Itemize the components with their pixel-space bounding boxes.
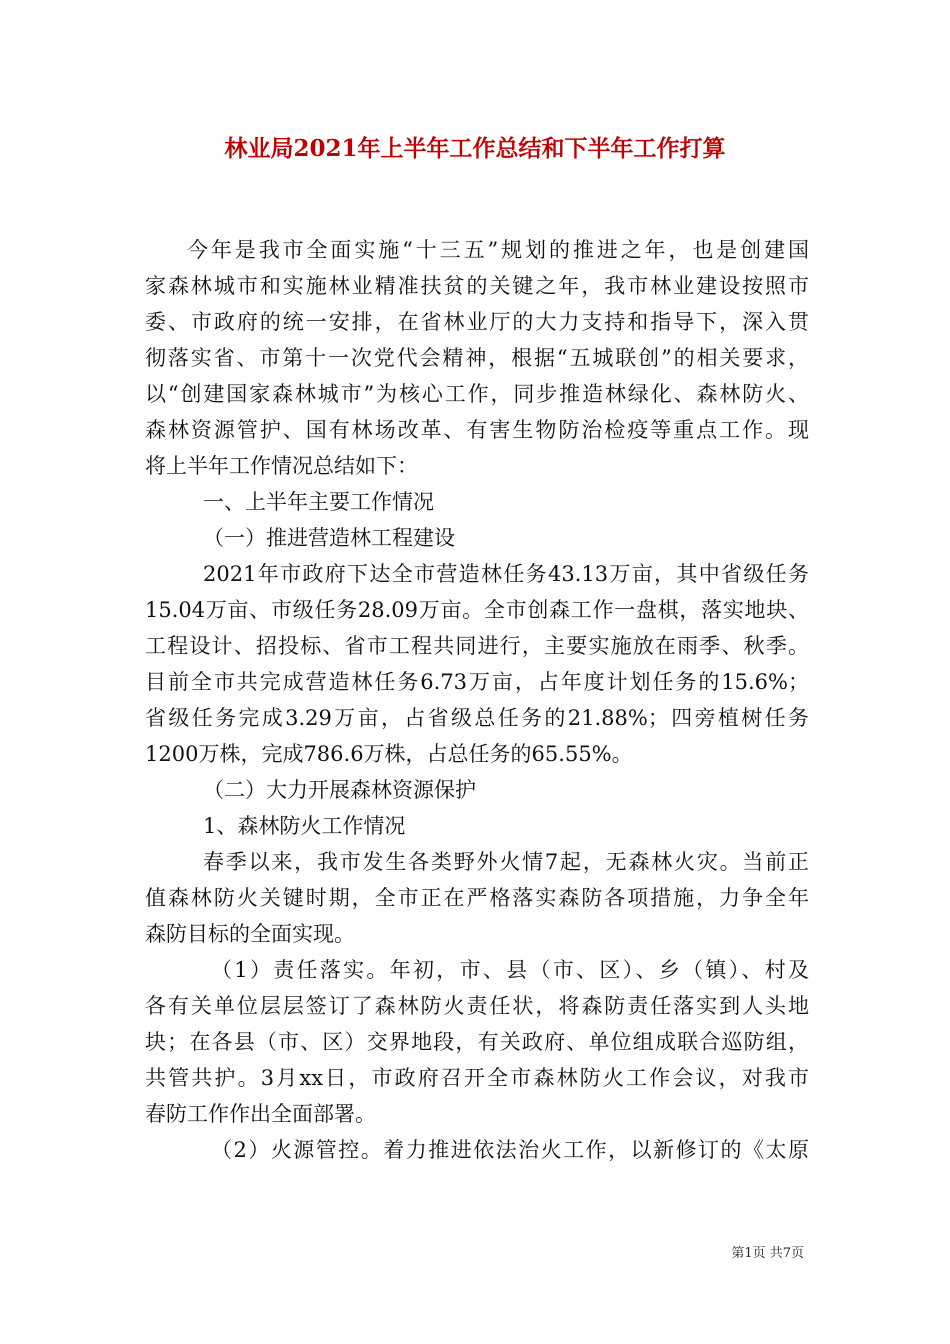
- body-line: （2）火源管控。着力推进依法治火工作，以新修订的《太原: [211, 1138, 809, 1162]
- body-line: 15.04万亩、市级任务28.09万亩。全市创森工作一盘棋，落实地块、: [145, 598, 809, 622]
- subsection-heading: （二）大力开展森林资源保护: [203, 778, 476, 802]
- body-line: 各有关单位层层签订了森林防火责任状，将森防责任落实到人头地: [145, 994, 809, 1018]
- body-line: 森防目标的全面实现。: [145, 922, 355, 946]
- body-line: 目前全市共完成营造林任务6.73万亩，占年度计划任务的15.6%；: [145, 670, 809, 694]
- body-line: 今年是我市全面实施“十三五”规划的推进之年，也是创建国: [187, 238, 809, 262]
- body-line: 春防工作作出全面部署。: [145, 1102, 376, 1126]
- section-heading: 一、上半年主要工作情况: [203, 490, 434, 514]
- document-title: 林业局2021年上半年工作总结和下半年工作打算: [224, 135, 726, 162]
- body-line: 以“创建国家森林城市”为核心工作，同步推造林绿化、森林防火、: [145, 382, 809, 406]
- body-line: 1200万株，完成786.6万株，占总任务的65.55%。: [145, 742, 633, 766]
- body-line: 家森林城市和实施林业精准扶贫的关键之年，我市林业建设按照市: [145, 274, 809, 298]
- body-line: 工程设计、招投标、省市工程共同进行，主要实施放在雨季、秋季。: [145, 634, 809, 658]
- body-line: 省级任务完成3.29万亩，占省级总任务的21.88%；四旁植树任务: [145, 706, 809, 730]
- body-line: 将上半年工作情况总结如下：: [145, 454, 418, 478]
- body-line: 彻落实省、市第十一次党代会精神，根据“五城联创”的相关要求，: [145, 346, 809, 370]
- body-line: 春季以来，我市发生各类野外火情7起，无森林火灾。当前正: [203, 850, 809, 874]
- body-line: 块；在各县（市、区）交界地段，有关政府、单位组成联合巡防组，: [145, 1030, 809, 1054]
- body-line: 委、市政府的统一安排，在省林业厅的大力支持和指导下，深入贯: [145, 310, 809, 334]
- body-line: 共管共护。3月xx日，市政府召开全市森林防火工作会议，对我市: [145, 1066, 809, 1090]
- body-line: （1）责任落实。年初，市、县（市、区）、乡（镇）、村及: [211, 958, 809, 982]
- subsection-heading: （一）推进营造林工程建设: [203, 526, 455, 550]
- body-line: 值森林防火关键时期，全市正在严格落实森防各项措施，力争全年: [145, 886, 809, 910]
- item-heading: 1、森林防火工作情况: [203, 814, 406, 838]
- body-line: 2021年市政府下达全市营造林任务43.13万亩，其中省级任务: [203, 562, 809, 586]
- document-body: [145, 232, 809, 1168]
- body-line: 森林资源管护、国有林场改革、有害生物防治检疫等重点工作。现: [145, 418, 809, 442]
- page-number: 第1页 共7页: [731, 1246, 804, 1261]
